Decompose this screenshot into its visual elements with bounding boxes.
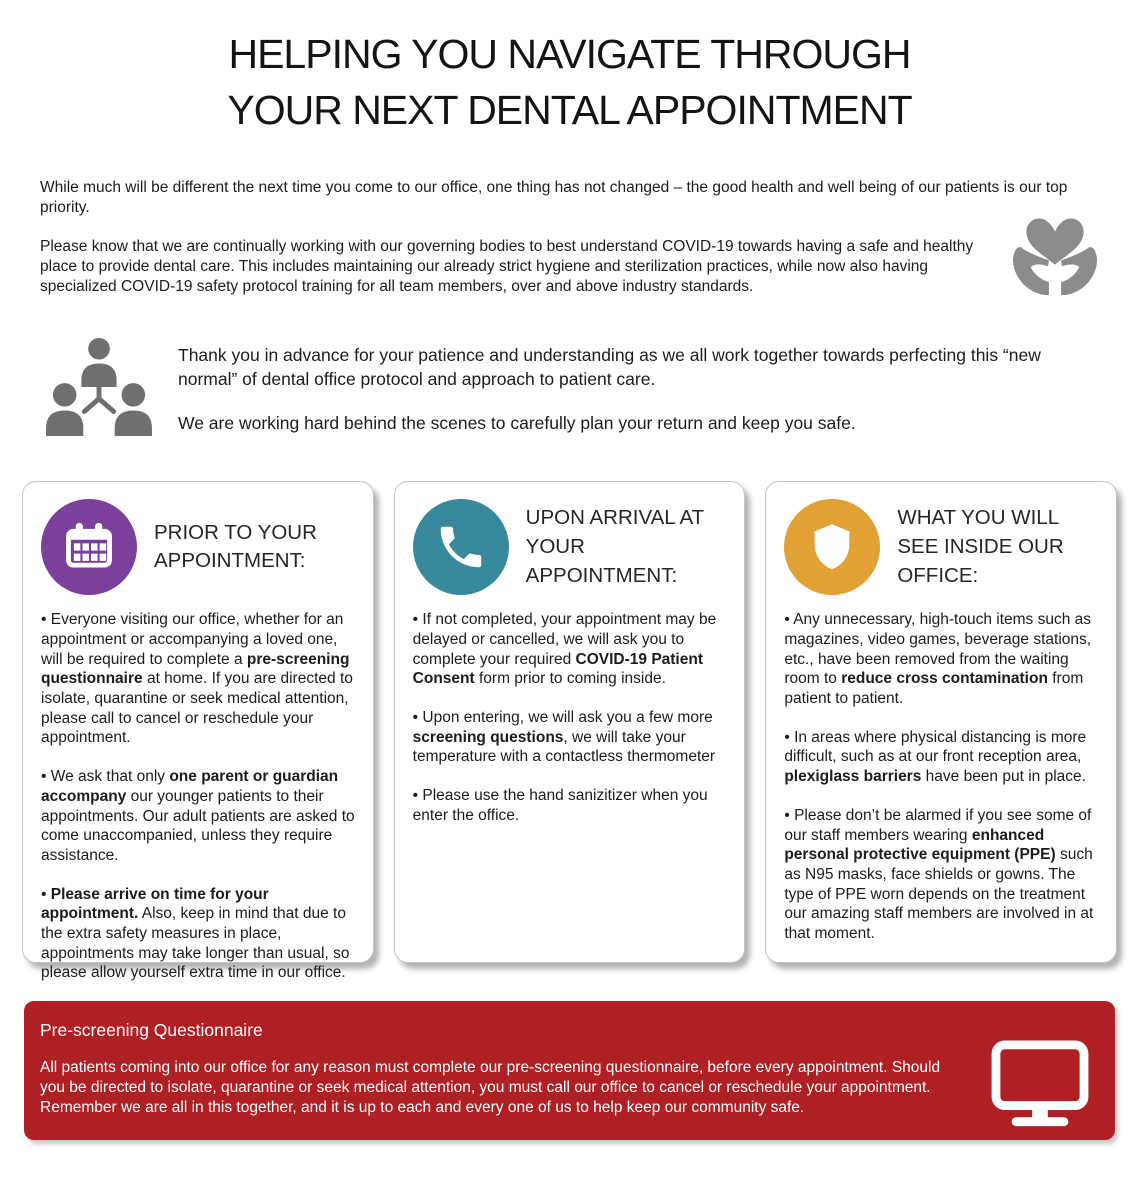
computer-monitor-icon — [989, 1040, 1091, 1135]
card-body — [41, 610, 355, 982]
bullet-item — [784, 806, 1098, 944]
bullet-text: • — [41, 885, 51, 903]
banner-heading: Pre-screening Questionnaire — [40, 1020, 263, 1041]
card-heading: WHAT YOU WILL SEE INSIDE OUR OFFICE: — [897, 506, 1064, 587]
bullet-text: • Any unnecessary, high-touch items such as magazines, video games, beverage stations, etc., have been removed from the waiting room to — [784, 611, 1092, 688]
card-inside-office — [765, 481, 1117, 963]
bullet-bold-text: COVID-19 Patient Consent — [412, 650, 703, 688]
bullet-bold-text: plexiglass barriers — [784, 768, 922, 786]
thank-you-section — [44, 336, 1099, 443]
pre-screening-banner — [24, 1001, 1115, 1139]
bullet-item — [413, 708, 727, 767]
bullet-text: , we will take your temperature with a contactless thermometer — [412, 728, 716, 766]
bullet-bold-text: pre-screening questionnaire — [41, 650, 350, 688]
bullet-bold-text: Please arrive on time for your appointment. — [41, 885, 269, 923]
bullet-text: such as N95 masks, face shields or gowns. The type of PPE worn depends on the treatment our amazing staff members are involved in at that moment. — [784, 846, 1094, 942]
bullet-text: • In areas where physical distancing is more difficult, such as at our front reception area, — [784, 728, 1087, 766]
page-title — [0, 26, 1139, 138]
bullet-text: at home. If you are directed to isolate, quarantine or seek medical attention, please call to cancel or reschedule your appointment. — [41, 670, 353, 747]
bullet-text: • If not completed, your appointment may be delayed or cancelled, we will ask you to complete your required — [412, 611, 717, 668]
bullet-text: form prior to coming inside. — [474, 670, 666, 688]
card-body — [413, 610, 727, 825]
thank-you-paragraph-2: We are working hard behind the scenes to carefully plan your return and keep you safe. — [178, 412, 856, 433]
bullet-item — [41, 885, 355, 983]
bullet-bold-text: enhanced personal protective equipment (PPE) — [784, 826, 1056, 864]
bullet-text: • Everyone visiting our office, whether for an appointment or accompanying a loved one, will be required to complete a — [41, 611, 344, 668]
thank-you-text — [178, 336, 1099, 435]
calendar-icon — [41, 499, 137, 595]
card-heading: UPON ARRIVAL AT YOUR APPOINTMENT: — [525, 506, 704, 587]
bullet-item — [413, 610, 727, 689]
heart-in-hands-icon — [1003, 206, 1107, 311]
card-body — [784, 610, 1098, 943]
bullet-text: • We ask that only — [41, 768, 170, 786]
banner-body: All patients coming into our office for any reason must complete our pre-screening questionnaire, before every appointment. Should you be directed to isolate, quarantine or seek medical attention, you must call our office to cancel or reschedule your appointment. Remember we are all in this together, and it is up to each and every one of us to help keep our community safe. — [40, 1059, 941, 1117]
bullet-text: Also, keep in mind that due to the extra safety measures in place, appointments may take longer than usual, so please allow yourself extra time in our office. — [41, 905, 350, 982]
card-header — [413, 499, 727, 595]
bullet-text: from patient to patient. — [784, 670, 1084, 708]
card-header — [41, 499, 355, 595]
people-network-icon — [44, 336, 154, 443]
page-title-line-1: HELPING YOU NAVIGATE THROUGH — [228, 31, 911, 77]
bullet-bold-text: one parent or guardian accompany — [41, 768, 339, 805]
card-heading: PRIOR TO YOUR APPOINTMENT: — [154, 520, 317, 573]
card-prior-to-appointment — [22, 481, 374, 982]
bullet-text: our younger patients to their appointments. Our adult patients are asked to come unaccompanied, unless they require assistance. — [41, 787, 355, 864]
bullet-text: • Please use the hand sanizitizer when you enter the office. — [412, 787, 708, 824]
card-header — [784, 499, 1098, 595]
bullet-bold-text: reduce cross contamination — [841, 670, 1048, 688]
bullet-item — [784, 610, 1098, 708]
bullet-item — [41, 767, 355, 865]
intro-paragraph-1: While much will be different the next time you come to our office, one thing has not changed – the good health and well being of our patients is our top priority. — [40, 179, 1068, 217]
info-cards — [22, 481, 1117, 982]
intro-section — [40, 178, 1099, 296]
bullet-text: • Upon entering, we will ask you a few more — [412, 709, 713, 727]
intro-paragraph-2: Please know that we are continually working with our governing bodies to best understand COVID-19 towards having a safe and healthy place to provide dental care. This includes maintaining our already strict hygiene and sterilization practices, while now also having specialized COVID-19 safety protocol training for all team members, over and above industry standards. — [40, 237, 974, 295]
bullet-text: • Please don’t be alarmed if you see some of our staff members wearing — [784, 806, 1092, 844]
page-title-line-2: YOUR NEXT DENTAL APPOINTMENT — [227, 87, 912, 134]
bullet-bold-text: screening questions — [412, 728, 564, 746]
card-upon-arrival — [394, 481, 746, 963]
shield-icon — [784, 499, 880, 595]
bullet-item — [784, 728, 1098, 787]
phone-icon — [413, 499, 509, 595]
bullet-text: have been put in place. — [921, 768, 1086, 786]
thank-you-paragraph-1: Thank you in advance for your patience and understanding as we all work together towards perfecting this “new normal” of dental office protocol and approach to patient care. — [178, 345, 1041, 389]
bullet-item — [413, 786, 727, 825]
bullet-item — [41, 610, 355, 748]
